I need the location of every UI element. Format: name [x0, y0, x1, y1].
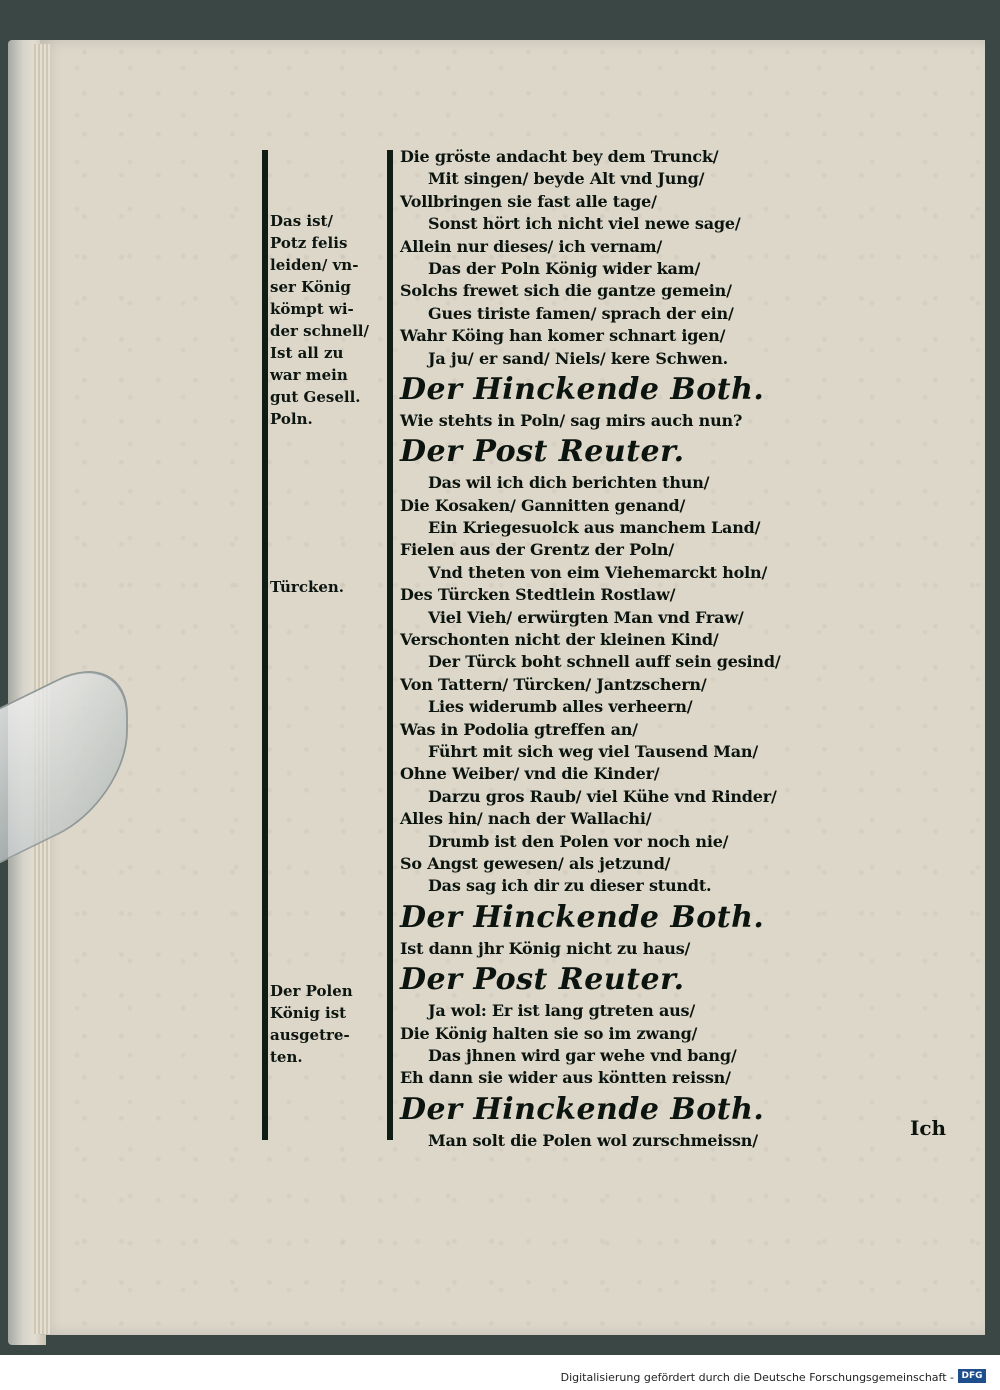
verse-line: Des Türcken Stedtlein Rostlaw/: [400, 585, 676, 605]
margin-rule-left: [262, 150, 268, 1140]
margin-note-line: leiden/ vn-: [270, 256, 359, 274]
speaker-heading: Der Post Reuter.: [400, 962, 685, 998]
verse-line: Allein nur dieses/ ich vernam/: [400, 236, 663, 256]
dfg-logo: DFG: [958, 1369, 986, 1383]
verse-line: Sonst hört ich nicht viel newe sage/: [428, 214, 741, 234]
margin-note-line: Der Polen: [270, 982, 353, 1000]
verse-line: Das jhnen wird gar wehe vnd bang/: [428, 1045, 737, 1065]
verse-line: Führt mit sich weg viel Tausend Man/: [428, 741, 758, 761]
margin-note-line: ten.: [270, 1048, 303, 1066]
margin-note-line: Potz felis: [270, 234, 348, 252]
verse-line: Die Kosaken/ Gannitten genand/: [400, 495, 686, 515]
speaker-heading: Der Hinckende Both.: [400, 899, 765, 935]
verse-line: Viel Vieh/ erwürgten Man vnd Fraw/: [428, 607, 744, 627]
verse-line: Vollbringen sie fast alle tage/: [400, 191, 657, 211]
verse-line: Von Tattern/ Türcken/ Jantzschern/: [400, 674, 707, 694]
margin-note-line: Das ist/: [270, 212, 333, 230]
verse-line: Ein Kriegesuolck aus manchem Land/: [428, 518, 761, 538]
margin-note-line: kömpt wi-: [270, 300, 354, 318]
margin-note-line: war mein: [270, 366, 348, 384]
verse-line: Mit singen/ beyde Alt vnd Jung/: [428, 169, 705, 189]
verse-line: Wahr Köing han komer schnart igen/: [400, 326, 726, 346]
verse-line: Ist dann jhr König nicht zu haus/: [400, 938, 691, 958]
margin-note-line: ausgetre-: [270, 1026, 350, 1044]
speaker-heading: Der Post Reuter.: [400, 434, 685, 470]
verse-line: Solchs frewet sich die gantze gemein/: [400, 281, 732, 301]
verse-line: Ja wol: Er ist lang gtreten aus/: [428, 1001, 695, 1021]
verse-line: Das der Poln König wider kam/: [428, 258, 701, 278]
margin-note-line: Ist all zu: [270, 344, 344, 362]
verse-line: Fielen aus der Grentz der Poln/: [400, 540, 674, 560]
verse-line: Die gröste andacht bey dem Trunck/: [400, 147, 719, 166]
margin-note-king-absent: [270, 980, 388, 1068]
verse-line: Gues tiriste famen/ sprach der ein/: [428, 303, 734, 323]
verse-line: Wie stehts in Poln/ sag mirs auch nun?: [400, 410, 743, 430]
verse-line: Verschonten nicht der kleinen Kind/: [400, 630, 719, 650]
verse-line: Lies widerumb alles verheern/: [428, 697, 693, 717]
verse-line: Das sag ich dir zu dieser stundt.: [428, 876, 712, 896]
verse-line: Alles hin/ nach der Wallachi/: [400, 809, 652, 829]
margin-note-poland: [270, 210, 388, 430]
verse-line: Man solt die Polen wol zurschmeissn/: [428, 1130, 758, 1150]
margin-note-line: König ist: [270, 1004, 347, 1022]
margin-note-line: Poln.: [270, 410, 313, 428]
speaker-heading: Der Hinckende Both.: [400, 1091, 765, 1127]
digitization-footer: [0, 1355, 1000, 1390]
footer-credit: Digitalisierung gefördert durch die Deutsche Forschungsgemeinschaft -: [560, 1371, 954, 1384]
verse-line: Vnd theten von eim Viehemarckt holn/: [428, 562, 768, 582]
verse-line: Das wil ich dich berichten thun/: [428, 473, 710, 493]
margin-note-line: der schnell/: [270, 322, 369, 340]
margin-note-line: gut Gesell.: [270, 388, 361, 406]
verse-line: Ja ju/ er sand/ Niels/ kere Schwen.: [428, 348, 729, 368]
catchword: Ich: [910, 1116, 947, 1140]
verse-line: Drumb ist den Polen vor noch nie/: [428, 831, 729, 851]
margin-note-line: ser König: [270, 278, 351, 296]
margin-note-line: Türcken.: [270, 578, 345, 596]
verse-text: [400, 146, 920, 1152]
speaker-heading: Der Hinckende Both.: [400, 371, 765, 407]
verse-line: Der Türck boht schnell auff sein gesind/: [428, 652, 781, 672]
verse-line: Eh dann sie wider aus köntten reissn/: [400, 1068, 731, 1088]
verse-line: So Angst gewesen/ als jetzund/: [400, 853, 671, 873]
verse-line: Was in Podolia gtreffen an/: [400, 719, 638, 739]
verse-line: Ohne Weiber/ vnd die Kinder/: [400, 764, 660, 784]
verse-line: Darzu gros Raub/ viel Kühe vnd Rinder/: [428, 786, 777, 806]
margin-note-turks: [270, 576, 388, 598]
verse-line: Die König halten sie so im zwang/: [400, 1023, 698, 1043]
